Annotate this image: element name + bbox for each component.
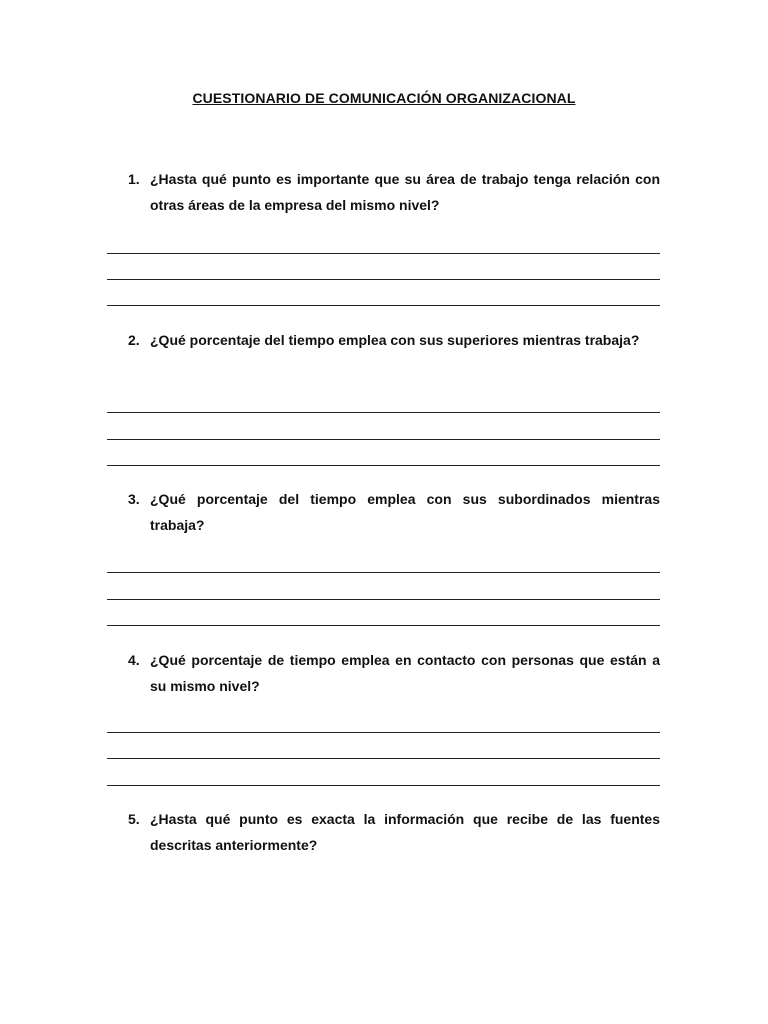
question-text: ¿Hasta qué punto es importante que su área de trabajo tenga relación con otras áreas de la empresa del mismo nivel? bbox=[150, 171, 660, 213]
answer-line[interactable] bbox=[107, 758, 660, 759]
answer-line[interactable] bbox=[107, 439, 660, 440]
question-3 bbox=[128, 486, 660, 538]
answer-line[interactable] bbox=[107, 732, 660, 733]
answer-line[interactable] bbox=[107, 253, 660, 254]
question-number: 1. bbox=[128, 171, 140, 187]
answer-line[interactable] bbox=[107, 785, 660, 786]
answer-line[interactable] bbox=[107, 625, 660, 626]
question-number: 2. bbox=[128, 332, 140, 348]
answer-line[interactable] bbox=[107, 465, 660, 466]
question-number: 4. bbox=[128, 652, 140, 668]
answer-line[interactable] bbox=[107, 599, 660, 600]
document-title: CUESTIONARIO DE COMUNICACIÓN ORGANIZACIONAL bbox=[192, 90, 576, 106]
question-number: 3. bbox=[128, 491, 140, 507]
question-text: ¿Qué porcentaje del tiempo emplea con sus subordinados mientras trabaja? bbox=[150, 491, 660, 533]
question-2 bbox=[128, 327, 660, 353]
answer-line[interactable] bbox=[107, 305, 660, 306]
question-text: ¿Qué porcentaje de tiempo emplea en contacto con personas que están a su mismo nivel? bbox=[150, 652, 660, 694]
question-text: ¿Hasta qué punto es exacta la información que recibe de las fuentes descritas anteriormente? bbox=[150, 811, 660, 853]
question-1 bbox=[128, 166, 660, 218]
question-number: 5. bbox=[128, 811, 140, 827]
question-text: ¿Qué porcentaje del tiempo emplea con sus superiores mientras trabaja? bbox=[150, 332, 640, 348]
question-5 bbox=[128, 806, 660, 858]
answer-line[interactable] bbox=[107, 412, 660, 413]
answer-line[interactable] bbox=[107, 572, 660, 573]
question-4 bbox=[128, 647, 660, 699]
answer-line[interactable] bbox=[107, 279, 660, 280]
